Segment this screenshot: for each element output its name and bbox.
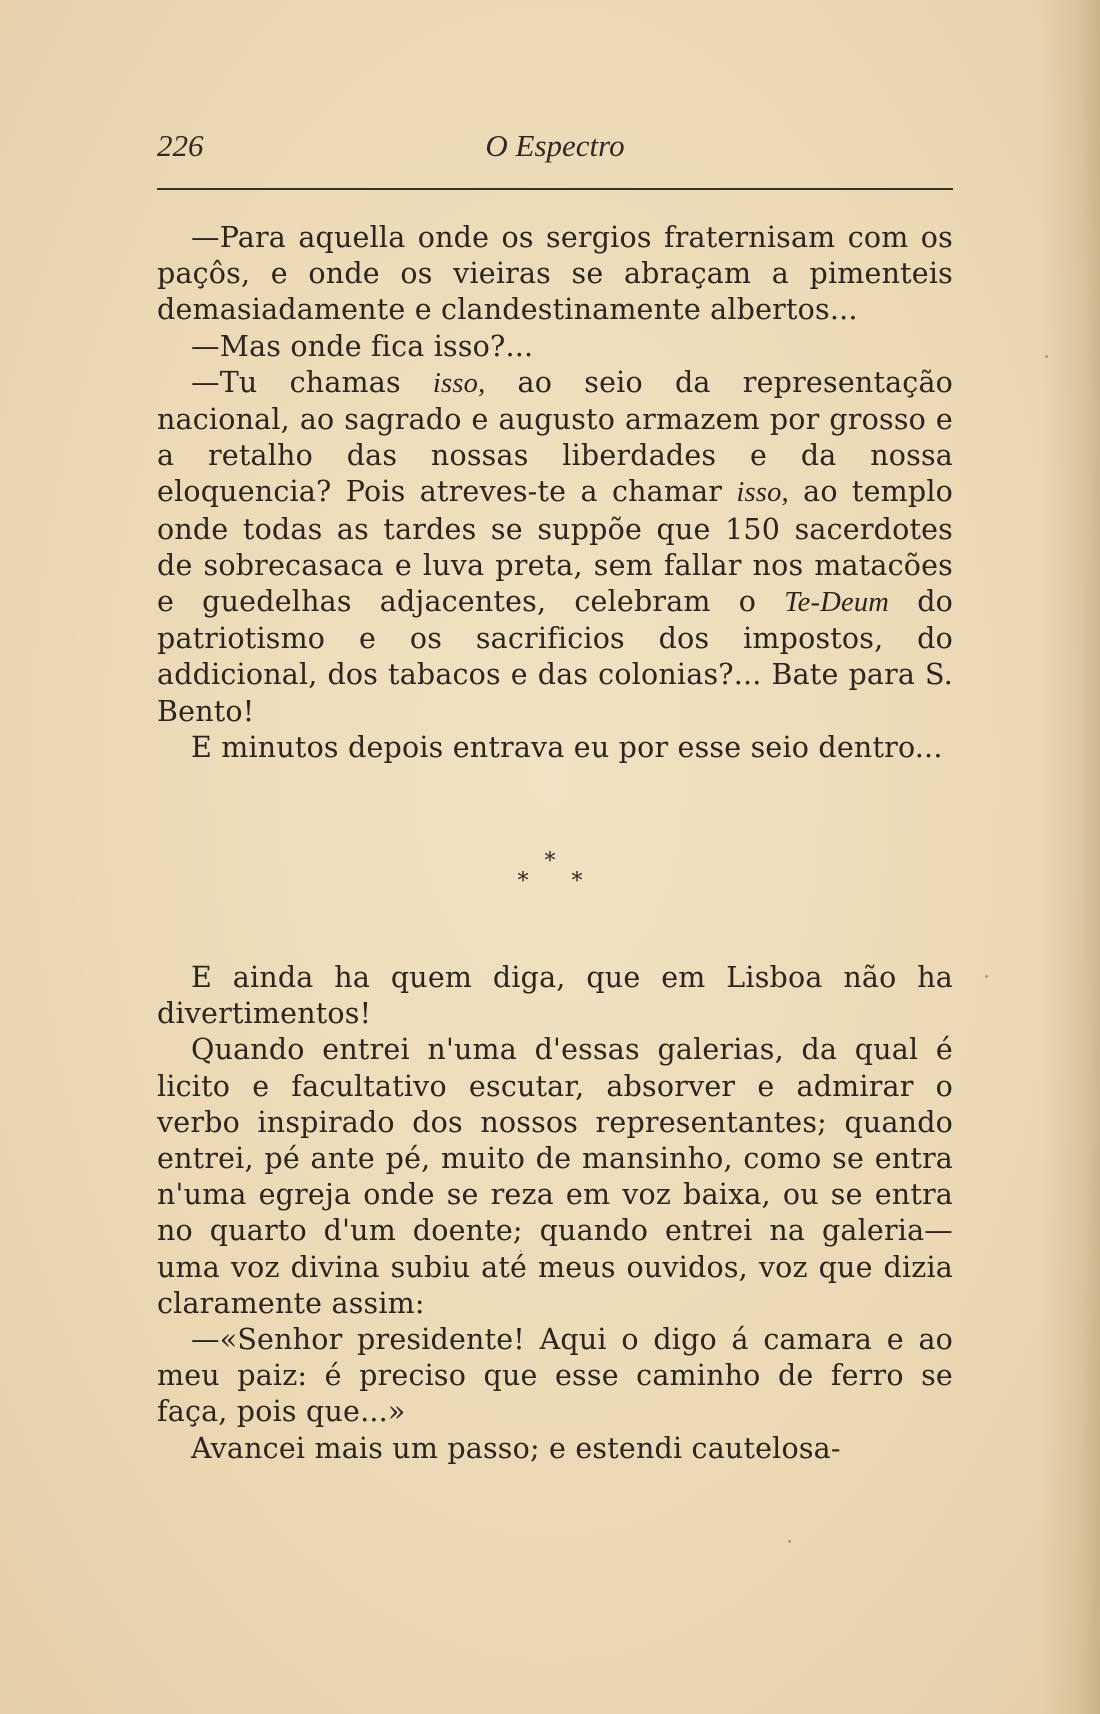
page-number: 226: [157, 128, 204, 163]
text-section-1: [157, 220, 953, 766]
asterism-bottom: * *: [517, 869, 601, 894]
italic-word: Te-Deum: [784, 587, 890, 619]
text-run: do patriotismo e os sacrificios dos impostos, do addicional, dos tabacos e das colonias?... Bate para S. Bento!: [157, 585, 953, 728]
paragraph: E minutos depois entrava eu por esse seio dentro...: [191, 730, 943, 764]
header-rule: [157, 188, 953, 190]
running-head: [157, 128, 953, 168]
paragraph: [157, 365, 953, 730]
asterism-divider: [0, 849, 1100, 902]
paragraph: E ainda ha quem diga, que em Lisboa não ha divertimentos!: [157, 961, 953, 1031]
italic-word: isso,: [432, 367, 486, 399]
paragraph: —Mas onde fica isso?...: [191, 329, 534, 363]
running-title: O Espectro: [485, 128, 625, 163]
text-run: ao templo onde todas as tardes se suppõe que 150 sacerdotes de sobrecasaca e luva preta, sem fallar nos matacões e guedelhas adjacentes, celebram o: [157, 475, 953, 619]
paper-speck: [520, 1250, 522, 1252]
asterism-top: *: [544, 849, 556, 874]
paper-speck: [1045, 355, 1048, 358]
paragraph: Avancei mais um passo; e estendi cautelosa-: [191, 1431, 841, 1465]
paper-speck: [985, 975, 988, 978]
text-run: —Tu chamas: [191, 365, 433, 399]
paragraph: Quando entrei n'uma d'essas galerias, da qual é licito e facultativo escutar, absorver e admirar o verbo inspirado dos nossos representantes; quando entrei, pé ante pé, muito de mansinho, como se entra n'uma egreja onde se reza em voz baixa, ou se entra no quarto d'um doente; quando entrei na galeria—uma voz divina subiu até meus ouvidos, voz que dizia claramente assim:: [157, 1033, 953, 1320]
paper-speck: [788, 1540, 791, 1543]
italic-word: isso,: [736, 477, 789, 509]
text-run: ao seio da representação nacional, ao sagrado e augusto armazem por grosso e a retalho das nossas liberdades e da nossa eloquencia? Pois atreves-te a chamar: [157, 365, 953, 509]
paragraph: —«Senhor presidente! Aqui o digo á camara e ao meu paiz: é preciso que esse caminho de ferro se faça, pois que...»: [157, 1323, 953, 1429]
text-section-2: [157, 960, 953, 1467]
paragraph: —Para aquella onde os sergios fraternisam com os paçôs, e onde os vieiras se abraçam a pimenteis demasiadamente e clandestinamente albertos...: [157, 221, 953, 327]
